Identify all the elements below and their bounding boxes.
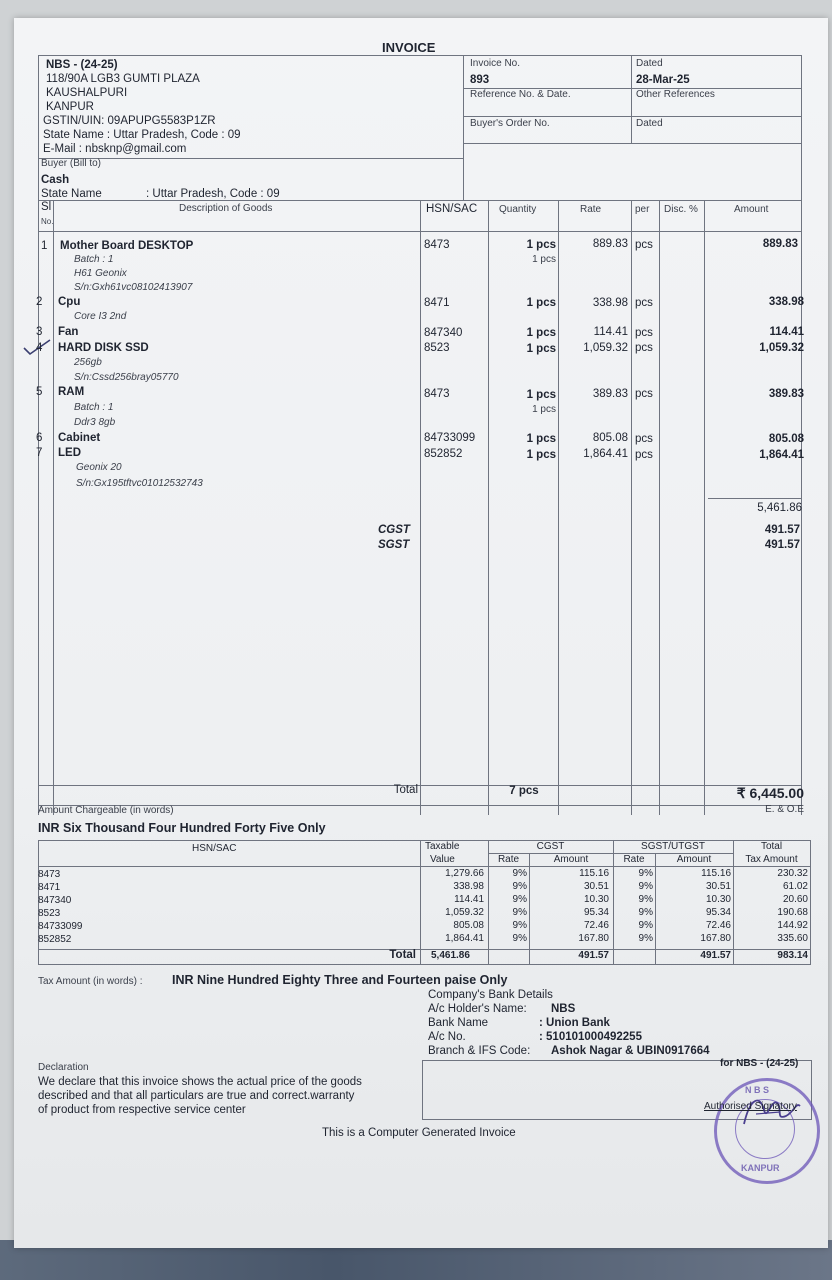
tax-words: INR Nine Hundred Eighty Three and Fourteen paise Only — [172, 973, 508, 987]
item-detail: Ddr3 8gb — [74, 417, 116, 428]
grand-total: ₹ 6,445.00 — [736, 785, 804, 801]
bank-holder-label: A/c Holder's Name: — [428, 1003, 527, 1015]
bank-branch-label: Branch & IFS Code: — [428, 1045, 531, 1057]
dated-value: 28-Mar-25 — [636, 74, 690, 86]
header-rate: Rate — [580, 204, 602, 215]
amount-words: INR Six Thousand Four Hundred Forty Five Only — [38, 821, 326, 835]
col-qty — [488, 200, 489, 815]
col-hsn — [420, 200, 421, 815]
bank-holder: NBS — [551, 1003, 576, 1015]
item-detail: S/n:Gx195tftvc01012532743 — [76, 478, 203, 489]
tax-total-taxable: 5,461.86 — [431, 950, 470, 961]
tax-h-sgst: SGST/UTGST — [641, 841, 705, 852]
item-per: pcs — [635, 342, 653, 354]
bank-title: Company's Bank Details — [428, 989, 553, 1001]
item-qty: 1 pcs — [526, 433, 556, 445]
item-per: pcs — [635, 239, 653, 251]
tax-row-total: 144.92 — [777, 920, 808, 931]
reference-label: Reference No. & Date. — [470, 89, 571, 100]
header-per: per — [635, 204, 650, 215]
tax-row-camt: 10.30 — [583, 894, 609, 905]
tax-words-label: Tax Amount (in words) : — [38, 976, 143, 987]
bank-branch: Ashok Nagar & UBIN0917664 — [551, 1045, 710, 1057]
tax-total-samt: 491.57 — [700, 950, 731, 961]
tax-row-camt: 95.34 — [583, 907, 609, 918]
tax-row-taxable: 114.41 — [454, 894, 484, 905]
item-per: pcs — [635, 449, 653, 461]
item-hsn: 8471 — [424, 297, 450, 309]
buyer-state-label: State Name — [41, 188, 102, 200]
tax-total-label: Total — [389, 949, 416, 961]
tax-row-srate: 9% — [638, 881, 653, 892]
item-name: Fan — [58, 326, 79, 338]
dated2-label: Dated — [636, 118, 663, 129]
header-amount: Amount — [734, 204, 769, 215]
item-sl: 3 — [36, 326, 43, 338]
seller-gstin: GSTIN/UIN: 09APUPG5583P1ZR — [43, 115, 216, 127]
item-rate: 1,864.41 — [583, 448, 628, 460]
subtotal-line — [708, 498, 802, 499]
declaration-line: We declare that this invoice shows the actual price of the goods — [38, 1076, 362, 1088]
bank-acc-label: A/c No. — [428, 1031, 466, 1043]
item-rate: 338.98 — [592, 297, 628, 309]
tax-right-border — [810, 840, 811, 964]
tax-row-crate: 9% — [512, 894, 527, 905]
tax-total-camt: 491.57 — [578, 950, 609, 961]
tax-h-taxable2: Value — [430, 854, 455, 865]
item-name: LED — [58, 447, 81, 459]
tax-row-crate: 9% — [512, 933, 527, 944]
header-divider — [463, 55, 464, 200]
tax-h-cgst: CGST — [536, 841, 565, 852]
tax-h-taxable1: Taxable — [425, 841, 460, 852]
item-hsn: 8523 — [424, 342, 450, 354]
invoice-title: INVOICE — [382, 40, 436, 55]
item-sl: 5 — [36, 386, 43, 398]
total-label: Total — [393, 784, 418, 796]
item-sl: 2 — [36, 296, 43, 308]
item-rate: 389.83 — [592, 388, 628, 400]
tax-row-total: 61.02 — [782, 881, 808, 892]
dated-label: Dated — [636, 58, 663, 69]
item-rate: 1,059.32 — [583, 342, 628, 354]
item-detail: Batch : 1 — [74, 254, 114, 265]
tax-row-hsn: 84733099 — [38, 921, 83, 932]
item-sl: 4 — [36, 342, 43, 354]
tax-row-srate: 9% — [638, 907, 653, 918]
item-sl: 6 — [36, 432, 43, 444]
item-detail: 256gb — [74, 357, 102, 368]
seller-state: State Name : Uttar Pradesh, Code : 09 — [43, 129, 241, 141]
signature-left-line — [422, 1060, 423, 1119]
footer-note: This is a Computer Generated Invoice — [322, 1127, 516, 1139]
tax-row-samt: 10.30 — [705, 894, 731, 905]
item-hsn: 8473 — [424, 239, 450, 251]
tax-total-total: 983.14 — [777, 950, 808, 961]
item-amount: 889.83 — [762, 238, 798, 250]
amount-words-label: Amount Chargeable (in words) — [38, 805, 174, 816]
item-per: pcs — [635, 327, 653, 339]
tax-row-camt: 72.46 — [583, 920, 609, 931]
tax-row-camt: 30.51 — [583, 881, 609, 892]
item-amount: 338.98 — [768, 296, 804, 308]
meta-divider — [631, 55, 632, 143]
col-rate — [558, 200, 559, 815]
item-qty: 1 pcs — [526, 343, 556, 355]
tax-row-srate: 9% — [638, 933, 653, 944]
item-detail: S/n:Gxh61vc08102413907 — [74, 282, 193, 293]
other-references-label: Other References — [636, 89, 715, 100]
seller-email: E-Mail : nbsknp@gmail.com — [43, 143, 187, 155]
item-hsn: 847340 — [424, 327, 463, 339]
tax-row-taxable: 1,864.41 — [445, 933, 484, 944]
item-qty-sub: 1 pcs — [532, 404, 556, 415]
tax-row-samt: 167.80 — [700, 933, 731, 944]
tax-row-total: 335.60 — [777, 933, 808, 944]
tax-row-samt: 115.16 — [701, 868, 731, 879]
tax-row-srate: 9% — [638, 894, 653, 905]
tax-h-total1: Total — [760, 841, 783, 852]
signature-scribble — [736, 1090, 806, 1134]
tax-h-samount: Amount — [676, 854, 712, 865]
subtotal: 5,461.86 — [757, 502, 802, 514]
item-per: pcs — [635, 388, 653, 400]
tax-row-hsn: 8523 — [38, 908, 61, 919]
tax-row-samt: 72.46 — [705, 920, 731, 931]
tax-row-total: 20.60 — [782, 894, 808, 905]
invoice-no: 893 — [470, 74, 490, 86]
tax-row-crate: 9% — [512, 881, 527, 892]
bank-acc: : 510101000492255 — [539, 1031, 642, 1043]
invoice-no-label: Invoice No. — [470, 58, 521, 69]
tax-row-camt: 115.16 — [579, 868, 609, 879]
header-hsn: HSN/SAC — [426, 203, 478, 215]
item-per: pcs — [635, 433, 653, 445]
cgst-amount: 491.57 — [764, 524, 800, 536]
col-per — [631, 200, 632, 815]
stamp-text: KANPUR — [741, 1163, 780, 1173]
header-desc: Description of Goods — [179, 203, 273, 214]
header-top-line — [38, 55, 802, 56]
item-qty: 1 pcs — [526, 389, 556, 401]
item-sl: 7 — [36, 447, 43, 459]
tax-row-crate: 9% — [512, 920, 527, 931]
declaration-title: Declaration — [38, 1062, 89, 1073]
tax-row-taxable: 1,059.32 — [445, 907, 484, 918]
item-qty: 1 pcs — [526, 297, 556, 309]
tax-row-total: 190.68 — [777, 907, 808, 918]
item-detail: S/n:Cssd256bray05770 — [74, 372, 179, 383]
seller-address1: 118/90A LGB3 GUMTI PLAZA — [46, 73, 200, 85]
item-rate: 805.08 — [592, 432, 628, 444]
total-qty: 7 pcs — [509, 785, 539, 797]
tax-row-taxable: 1,279.66 — [445, 868, 484, 879]
tax-row-taxable: 805.08 — [453, 920, 484, 931]
tax-h-crate: Rate — [497, 854, 520, 865]
item-hsn: 84733099 — [424, 432, 476, 444]
buyer-label: Buyer (Bill to) — [41, 158, 102, 169]
item-name: RAM — [58, 386, 85, 398]
authorised-signatory: Authorised Signatory — [704, 1101, 797, 1112]
seller-city: KANPUR — [46, 101, 94, 113]
eoe: E. & O.E — [765, 804, 804, 815]
seller-name: NBS - (24-25) — [46, 59, 118, 71]
sgst-label: SGST — [378, 539, 410, 551]
tax-row-crate: 9% — [512, 868, 527, 879]
tax-header-line — [38, 866, 811, 867]
stamp-text: N B S — [745, 1085, 770, 1095]
tax-h-hsn: HSN/SAC — [192, 843, 237, 854]
item-qty: 1 pcs — [526, 449, 556, 461]
item-detail: Batch : 1 — [74, 402, 114, 413]
seller-bottom-line — [38, 158, 463, 159]
total-top-line — [38, 785, 802, 786]
meta-line-3 — [463, 143, 801, 144]
item-detail: Geonix 20 — [76, 462, 122, 473]
item-detail: Core I3 2nd — [74, 311, 127, 322]
tax-row-samt: 30.51 — [705, 881, 731, 892]
item-qty: 1 pcs — [526, 239, 556, 251]
item-hsn: 852852 — [424, 448, 463, 460]
tax-h-total2: Tax Amount — [745, 854, 798, 865]
item-qty: 1 pcs — [526, 327, 556, 339]
item-hsn: 8473 — [424, 388, 450, 400]
cgst-label: CGST — [378, 524, 410, 536]
item-amount: 1,864.41 — [759, 449, 804, 461]
item-rate: 114.41 — [593, 326, 628, 338]
item-amount: 805.08 — [768, 433, 804, 445]
sgst-amount: 491.57 — [764, 539, 800, 551]
buyer-name: Cash — [41, 174, 70, 186]
tax-row-crate: 9% — [512, 907, 527, 918]
tax-row-hsn: 8473 — [38, 869, 61, 880]
buyer-state-value: : Uttar Pradesh, Code : 09 — [146, 188, 280, 200]
tax-row-total: 230.32 — [777, 868, 808, 879]
tax-row-hsn: 8471 — [38, 882, 61, 893]
seller-address2: KAUSHALPURI — [46, 87, 128, 99]
item-name: Cabinet — [58, 432, 101, 444]
item-amount: 389.83 — [768, 388, 804, 400]
header-no: No. — [41, 217, 54, 226]
declaration-line: of product from respective service center — [38, 1104, 246, 1116]
meta-line-2 — [463, 116, 801, 117]
declaration-line: described and that all particulars are true and correct.warranty — [38, 1090, 355, 1102]
item-name: Cpu — [58, 296, 81, 308]
item-rate: 889.83 — [592, 238, 628, 250]
tax-row-taxable: 338.98 — [453, 881, 484, 892]
header-qty: Quantity — [499, 204, 537, 215]
buyer-order-label: Buyer's Order No. — [470, 118, 550, 129]
item-per: pcs — [635, 297, 653, 309]
col-sl — [53, 200, 54, 815]
item-amount: 1,059.32 — [759, 342, 804, 354]
tax-bottom-line — [38, 964, 811, 965]
item-detail: H61 Geonix — [74, 268, 127, 279]
bank-name: : Union Bank — [539, 1017, 610, 1029]
tax-row-hsn: 852852 — [38, 934, 72, 945]
tax-row-hsn: 847340 — [38, 895, 72, 906]
item-name: Mother Board DESKTOP — [60, 240, 194, 252]
item-amount: 114.41 — [769, 326, 804, 338]
tax-row-srate: 9% — [638, 920, 653, 931]
col-disc — [659, 200, 660, 815]
tax-row-camt: 167.80 — [578, 933, 609, 944]
for-company: for NBS - (24-25) — [720, 1058, 799, 1069]
tax-h-srate: Rate — [623, 854, 645, 865]
col-amount — [704, 200, 705, 815]
header-disc: Disc. % — [664, 204, 698, 215]
item-sl: 1 — [41, 240, 48, 252]
invoice-sheet — [14, 18, 828, 1248]
bank-name-label: Bank Name — [428, 1017, 489, 1029]
item-qty-sub: 1 pcs — [532, 254, 556, 265]
tax-row-samt: 95.34 — [705, 907, 731, 918]
item-name: HARD DISK SSD — [58, 342, 149, 354]
tax-h-camount: Amount — [553, 854, 589, 865]
tax-row-srate: 9% — [638, 868, 653, 879]
header-sl: Sl — [41, 201, 52, 213]
